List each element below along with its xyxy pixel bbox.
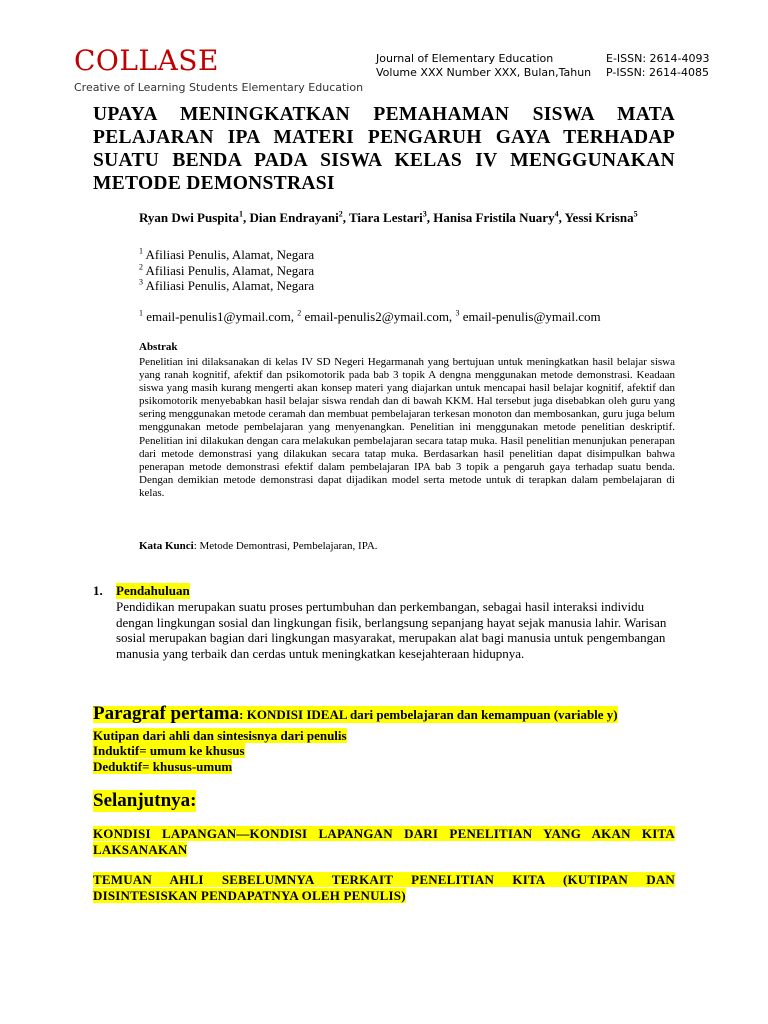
journal-volume: Volume XXX Number XXX, Bulan,Tahun	[376, 66, 592, 79]
affiliation: $^1$ Afiliasi Penulis, Alamat, Negara	[139, 246, 315, 262]
author-list	[93, 209, 675, 226]
paper-title: UPAYA MENINGKATKAN PEMAHAMAN SISWA MATA PELAJARAN IPA MATERI PENGARUH GAYA TERHADAP SUATU BENDA PADA SISWA KELAS IV MENGGUNAKAN METODE DEMONSTRASI	[93, 104, 675, 194]
author: Hanisa Fristila Nuary$^4$,	[433, 209, 565, 225]
affiliation: $^2$ Afiliasi Penulis, Alamat, Negara	[139, 262, 315, 278]
affiliation-list	[139, 247, 314, 294]
abstract-heading: Abstrak	[139, 341, 178, 353]
eissn: E-ISSN: 2614-4093	[606, 52, 710, 65]
email-list: $^1$ email-penulis1@ymail.com, $^2$ email-penulis2@ymail.com, $^3$ email-penulis@ymail.com	[139, 308, 601, 324]
author: Tiara Lestari$^3$,	[348, 209, 434, 225]
journal-info	[376, 52, 591, 80]
note-block: KONDISI LAPANGAN—KONDISI LAPANGAN DARI PENELITIAN YANG AKAN KITA LAKSANAKAN	[93, 826, 675, 857]
journal-logo-subtitle: Creative of Learning Students Elementary Education	[74, 81, 364, 94]
keywords-label: Kata Kunci	[139, 540, 194, 552]
author: Ryan Dwi Puspita$^1$,	[139, 209, 250, 225]
keywords-text: : Metode Demontrasi, Pembelajaran, IPA.	[193, 540, 378, 552]
journal-name: Journal of Elementary Education	[376, 52, 554, 65]
note-line: Kutipan dari ahli dan sintesisnya dari penulis	[93, 728, 347, 743]
journal-logo: COLLASE	[74, 44, 219, 77]
section-number: 1.	[93, 583, 103, 598]
author: Yessi Krisna$^5$	[564, 209, 638, 225]
keywords	[139, 540, 378, 552]
email: email-penulis@ymail.com	[462, 309, 601, 324]
section-title: Pendahuluan	[116, 583, 190, 598]
email: email-penulis2@ymail.com,	[304, 309, 456, 324]
next-heading: Selanjutnya:	[93, 790, 197, 811]
affiliation: $^3$ Afiliasi Penulis, Alamat, Negara	[139, 277, 315, 293]
issn-info	[606, 52, 710, 80]
paragraph-note: Paragraf pertama: KONDISI IDEAL dari pembelajaran dan kemampuan (variable y)	[93, 703, 618, 724]
author: Dian Endrayani$^2$,	[249, 209, 349, 225]
abstract-body: Penelitian ini dilaksanakan di kelas IV SD Negeri Hegarmanah yang bertujuan untuk meningkatkan hasil belajar siswa yang ranah kognitif, afektif dan psikomotorik pada bab 3 topik A dengna menggunakan metode demonstrasi. Keadaan siswa yang masih kurang mengerti akan konsep materi yang diajarkan untuk mencapai hasil belajar kognitif, afektif dan psikomotorik menyebabkan hasil belajar siswa rendah dan di bawah KKM. Hal tersebut juga disebabkan oleh guru yang sering menggunakan metode ceramah dan membuat pembelajaran terkesan monoton dan membosankan, guru juga belum menggunakan metode pembelajaran yang menyenangkan. Penelitian ini menggunakan metode penelitian deskriptif. Penelitian ini dilakukan dengan cara melakukan pembelajaran secara tatap muka. Hasil penelitian menunjukan penerapan dari metode demonstrasi yang dilakukan secara tatap muka. Berdasarkan hasil penelitian dapat disimpulkan bahwa penerapan metode demonstrasi efektif dalam pembelajaran IPA bab 3 topik a pengaruh gaya terhadap suatu benda. Dengan demikian metode demonstrasi dapat dijadikan model serta metode untuk di terapkan dalam pembelajaran di kelas.	[139, 356, 675, 499]
note-line: Induktif= umum ke khusus	[93, 743, 245, 758]
section-body: Pendidikan merupakan suatu proses pertumbuhan dan perkembangan, sebagai hasil interaksi individu dengan lingkungan sosial dan lingkungan fisik, berlangsung sepanjang hayat sejak manusia lahir. Warisan sosial merupakan bagian dari lingkungan masyarakat, merupakan alat bagi manusia untuk pengembangan manusia yang terbaik dan cerdas untuk meningkatkan kesejahteraan hidupnya.	[116, 599, 667, 661]
note-block: TEMUAN AHLI SEBELUMNYA TERKAIT PENELITIAN KITA (KUTIPAN DAN DISINTESISKAN PENDAPATNYA OLEH PENULIS)	[93, 872, 675, 903]
note-line: Deduktif= khusus-umum	[93, 759, 233, 774]
email: email-penulis1@ymail.com,	[146, 309, 298, 324]
paragraph-label: Paragraf pertama	[93, 703, 240, 724]
pissn: P-ISSN: 2614-4085	[606, 66, 709, 79]
paragraph-note-text: KONDISI IDEAL dari pembelajaran dan kemampuan (variable y)	[246, 707, 618, 722]
